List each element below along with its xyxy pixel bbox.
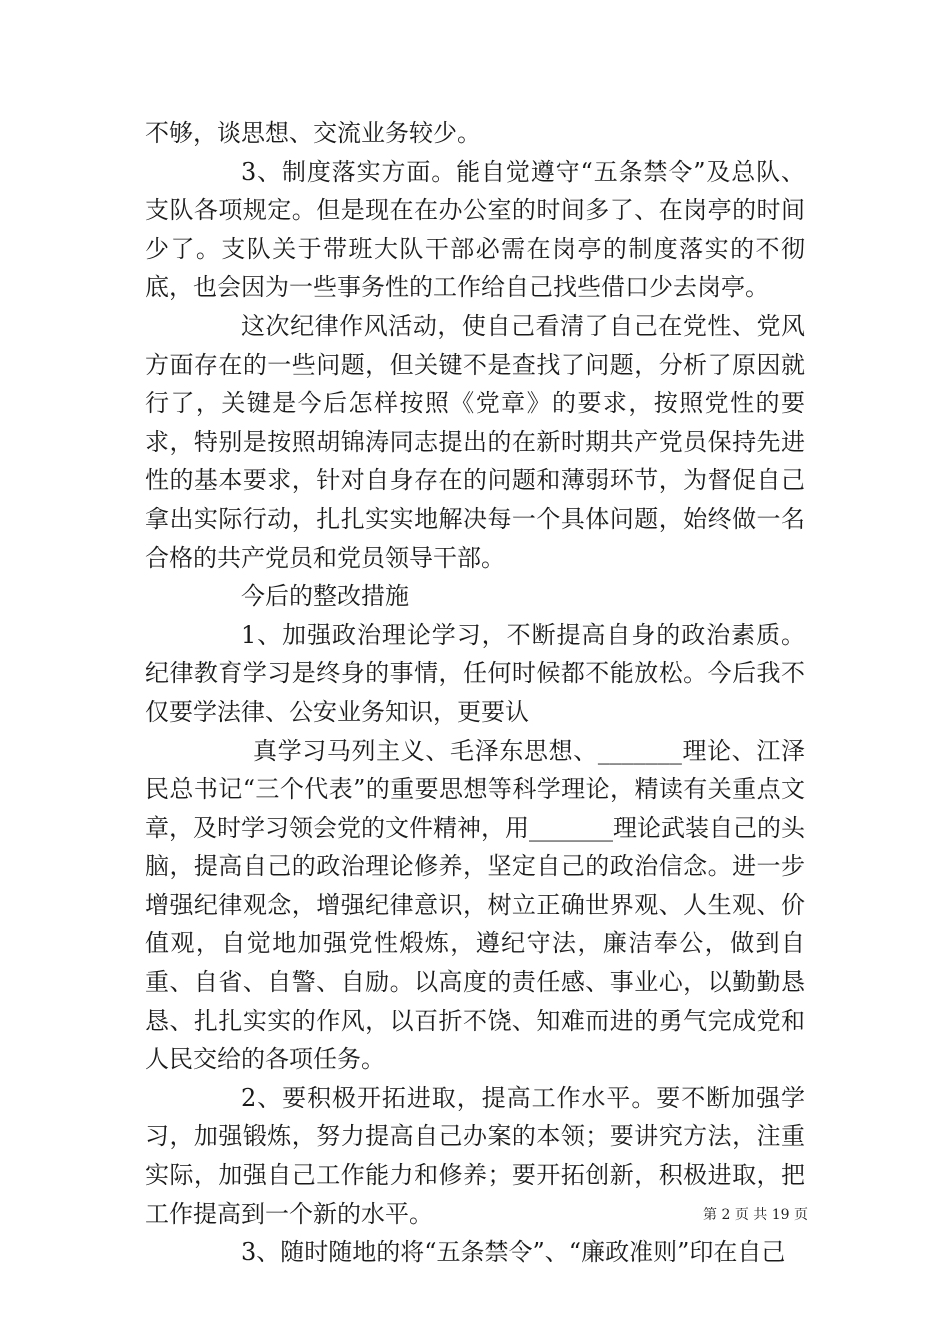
paragraph-1: 不够，谈思想、交流业务较少。 bbox=[145, 119, 481, 147]
paragraph-4: 1、加强政治理论学习，不断提高自身的政治素质。纪律教育学习是终身的事情，任何时候都不能放松。今后我不仅要学法律、公安业务知识，更要认 bbox=[145, 620, 805, 726]
page-number-footer: 第 2 页 共 19 页 bbox=[703, 1207, 808, 1223]
paragraph-5: 真学习马列主义、毛泽东思想、_______理论、江泽民总书记“三个代表”的重要思想等科学理论，精读有关重点文章，及时学习领会党的文件精神，用_______理论武装自己的头脑，提高自己的政治理论修养，坚定自己的政治信念。进一步增强纪律观念，增强纪律意识，树立正确世界观、人生观、价值观，自觉地加强党性煅炼，遵纪守法，廉洁奉公，做到自重、自省、自警、自励。以高度的责任感、事业心，以勤勤恳恳、扎扎实实的作风，以百折不饶、知难而进的勇气完成党和人民交给的各项任务。 bbox=[145, 736, 805, 1074]
paragraph-6: 2、要积极开拓进取，提高工作水平。要不断加强学习，加强锻炼，努力提高自己办案的本领；要讲究方法，注重实际，加强自己工作能力和修养；要开拓创新，积极进取，把工作提高到一个新的水平。 bbox=[145, 1083, 805, 1228]
paragraph-2: 3、制度落实方面。能自觉遵守“五条禁令”及总队、支队各项规定。但是现在在办公室的时间多了、在岗亭的时间少了。支队关于带班大队干部必需在岗亭的制度落实的不彻底，也会因为一些事务性的工作给自己找些借口少去岗亭。 bbox=[145, 157, 805, 302]
paragraph-3: 这次纪律作风活动，使自己看清了自己在党性、党风方面存在的一些问题，但关键不是查找了问题，分析了原因就行了，关键是今后怎样按照《党章》的要求，按照党性的要求，特别是按照胡锦涛同志提出的在新时期共产党员保持先进性的基本要求，针对自身存在的问题和薄弱环节，为督促自己拿出实际行动，扎扎实实地解决每一个具体问题，始终做一名合格的共产党员和党员领导干部。 bbox=[145, 311, 805, 572]
document-body bbox=[145, 114, 805, 1272]
section-heading: 今后的整改措施 bbox=[241, 582, 409, 611]
paragraph-7: 3、随时随地的将“五条禁令”、“廉政准则”印在自己 bbox=[241, 1238, 786, 1267]
